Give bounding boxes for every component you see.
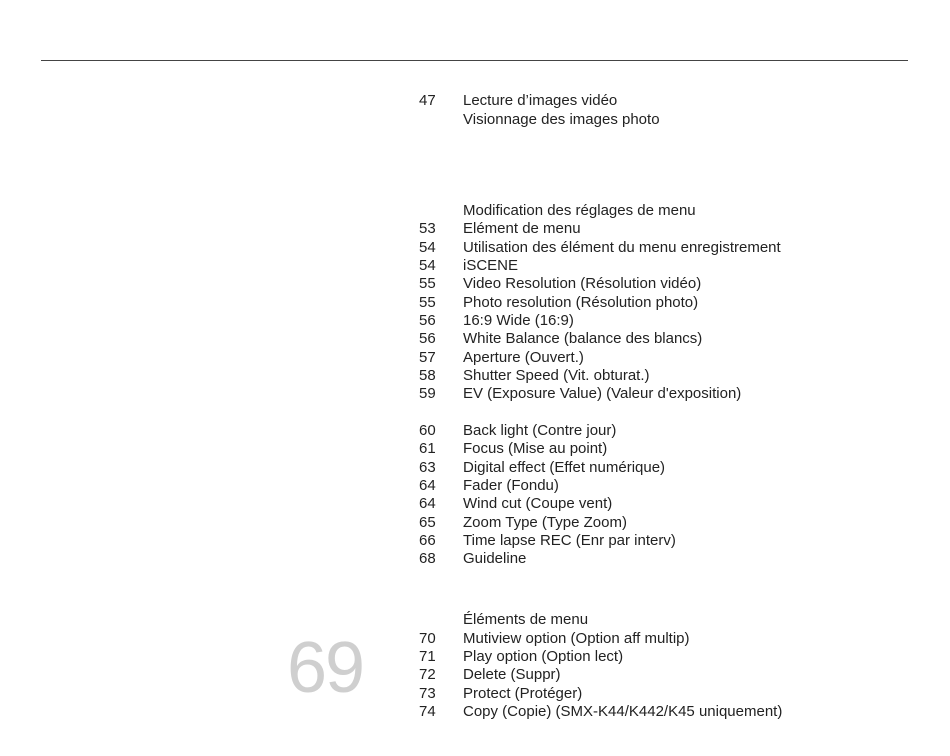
toc-page-number: 58 (419, 367, 436, 384)
toc-title: Mutiview option (Option aff multip) (463, 630, 690, 647)
toc-title: Wind cut (Coupe vent) (463, 495, 613, 512)
toc-page-number: 66 (419, 532, 436, 549)
toc-page-number: 60 (419, 422, 436, 439)
toc-title: Modification des réglages de menu (463, 202, 696, 219)
toc-title: Shutter Speed (Vit. obturat.) (463, 367, 650, 384)
toc-title: Lecture d’images vidéo (463, 92, 618, 109)
toc-page-number: 56 (419, 312, 436, 329)
toc-page-number: 61 (419, 440, 436, 457)
toc-title: iSCENE (463, 257, 519, 274)
toc-title: Focus (Mise au point) (463, 440, 608, 457)
toc-page-number: 65 (419, 514, 436, 531)
toc-title: Guideline (463, 550, 527, 567)
toc-title: Protect (Protéger) (463, 685, 583, 702)
toc-title: Elément de menu (463, 220, 581, 237)
toc-title: Time lapse REC (Enr par interv) (463, 532, 676, 549)
toc-title: Play option (Option lect) (463, 648, 624, 665)
toc-page-number: 57 (419, 349, 436, 366)
toc-title: 16:9 Wide (16:9) (463, 312, 574, 329)
toc-title: Éléments de menu (463, 611, 589, 628)
toc-page-number: 55 (419, 275, 436, 292)
toc-title: Delete (Suppr) (463, 666, 561, 683)
toc-title: Digital effect (Effet numérique) (463, 459, 666, 476)
toc-page-number: 55 (419, 294, 436, 311)
page-number: 69 (287, 628, 364, 708)
toc-page-number: 53 (419, 220, 436, 237)
toc-title: Back light (Contre jour) (463, 422, 617, 439)
toc-page-number: 54 (419, 239, 436, 256)
toc-title: Zoom Type (Type Zoom) (463, 514, 627, 531)
toc-page-number: 63 (419, 459, 436, 476)
toc-page-number: 47 (419, 92, 436, 109)
toc-title: Utilisation des élément du menu enregistrement (463, 239, 781, 256)
toc-title: Photo resolution (Résolution photo) (463, 294, 699, 311)
header-rule (41, 60, 908, 61)
toc-page-number: 56 (419, 330, 436, 347)
toc-page-number: 64 (419, 477, 436, 494)
toc-page-number: 72 (419, 666, 436, 683)
toc-page-number: 71 (419, 648, 436, 665)
toc-page-number: 59 (419, 385, 436, 402)
toc-title: Copy (Copie) (SMX-K44/K442/K45 uniquement) (463, 703, 783, 720)
toc-page-number: 74 (419, 703, 436, 720)
toc-title: Visionnage des images photo (463, 111, 660, 128)
toc-title: Video Resolution (Résolution vidéo) (463, 275, 702, 292)
toc-title: Aperture (Ouvert.) (463, 349, 584, 366)
toc-title: White Balance (balance des blancs) (463, 330, 703, 347)
toc-page-number: 64 (419, 495, 436, 512)
toc-page-number: 73 (419, 685, 436, 702)
toc-page-number: 54 (419, 257, 436, 274)
toc-page-number: 68 (419, 550, 436, 567)
toc-page-number: 70 (419, 630, 436, 647)
toc-title: Fader (Fondu) (463, 477, 559, 494)
toc-title: EV (Exposure Value) (Valeur d'exposition) (463, 385, 742, 402)
